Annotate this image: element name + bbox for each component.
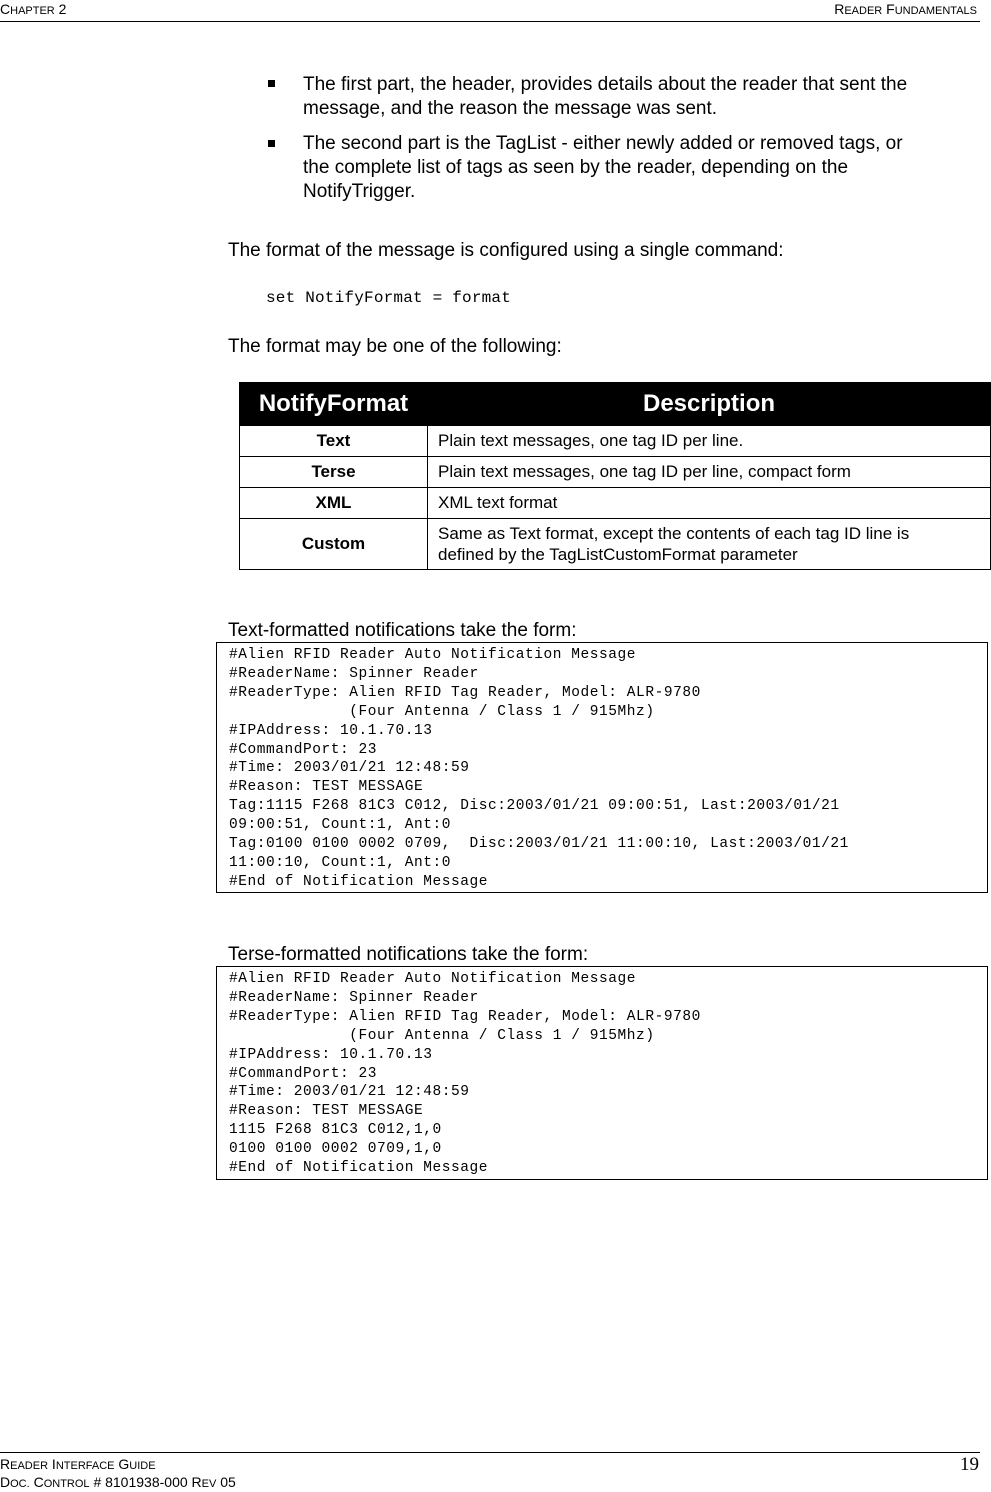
- bullet-item-header: The first part, the header, provides details about the reader that sent the message, and the reason the message was sent.: [303, 74, 908, 119]
- table-cell-key: Custom: [240, 519, 428, 570]
- page-number: 19: [960, 1454, 979, 1475]
- table-cell-desc: Same as Text format, except the contents of each tag ID line is defined by the TagListCustomFormat parameter: [428, 519, 991, 570]
- paragraph-format: The format of the message is configured using a single command:: [228, 240, 784, 261]
- table-cell-key: Terse: [240, 457, 428, 488]
- table-row: [240, 488, 991, 519]
- table-cell-desc: XML text format: [428, 488, 991, 519]
- running-header-section: READER FUNDAMENTALS: [834, 1, 977, 17]
- column-header: Description: [428, 383, 991, 426]
- table-cell-desc: Plain text messages, one tag ID per line.: [428, 426, 991, 457]
- bullet-item-taglist: The second part is the TagList - either newly added or removed tags, or the complete list of tags as seen by the reader, depending on the NotifyTrigger.: [303, 133, 903, 202]
- table-row: [240, 426, 991, 457]
- table-row: [240, 519, 991, 570]
- header-rule: [0, 21, 980, 22]
- bullet-square-icon: [268, 140, 275, 147]
- terse-format-code-block: #Alien RFID Reader Auto Notification Message #ReaderName: Spinner Reader #ReaderType: Alien RFID Tag Reader, Model: ALR-9780 (Four Antenna / Class 1 / 915Mhz) #IPAddress: 10.1.70.13 #CommandPort: 23 #Time: 2003/01/21 12:48:59 #Reason: TEST MESSAGE 1115 F268 81C3 C012,1,0 0100 0100 0002 0709,1,0 #End of Notification Message: [216, 966, 988, 1180]
- paragraph-options: The format may be one of the following:: [228, 336, 562, 357]
- table-cell-key: XML: [240, 488, 428, 519]
- terse-format-heading: Terse-formatted notifications take the form:: [228, 944, 589, 965]
- table-cell-desc: Plain text messages, one tag ID per line, compact form: [428, 457, 991, 488]
- table-row: [240, 457, 991, 488]
- text-format-code-block: #Alien RFID Reader Auto Notification Message #ReaderName: Spinner Reader #ReaderType: Alien RFID Tag Reader, Model: ALR-9780 (Four Antenna / Class 1 / 915Mhz) #IPAddress: 10.1.70.13 #CommandPort: 23 #Time: 2003/01/21 12:48:59 #Reason: TEST MESSAGE Tag:1115 F268 81C3 C012, Disc:2003/01/21 09:00:51, Last:2003/01/21 09:00:51, Count:1, Ant:0 Tag:0100 0100 0002 0709, Disc:2003/01/21 11:00:10, Last:2003/01/21 11:00:10, Count:1, Ant:0 #End of Notification Message: [216, 642, 988, 893]
- running-header-chapter: CHAPTER 2: [0, 1, 67, 17]
- text-format-heading: Text-formatted notifications take the form:: [228, 620, 577, 641]
- bullet-square-icon: [268, 80, 275, 87]
- footer-guide-title: READER INTERFACE GUIDE: [0, 1456, 156, 1472]
- command-example: set NotifyFormat = format: [266, 289, 512, 307]
- notify-format-table: [239, 382, 991, 570]
- table-cell-key: Text: [240, 426, 428, 457]
- table-header-row: [240, 383, 991, 426]
- footer-rule: [0, 1452, 980, 1453]
- column-header: NotifyFormat: [240, 383, 428, 426]
- footer-doc-control: DOC. CONTROL # 8101938-000 REV 05: [0, 1474, 236, 1490]
